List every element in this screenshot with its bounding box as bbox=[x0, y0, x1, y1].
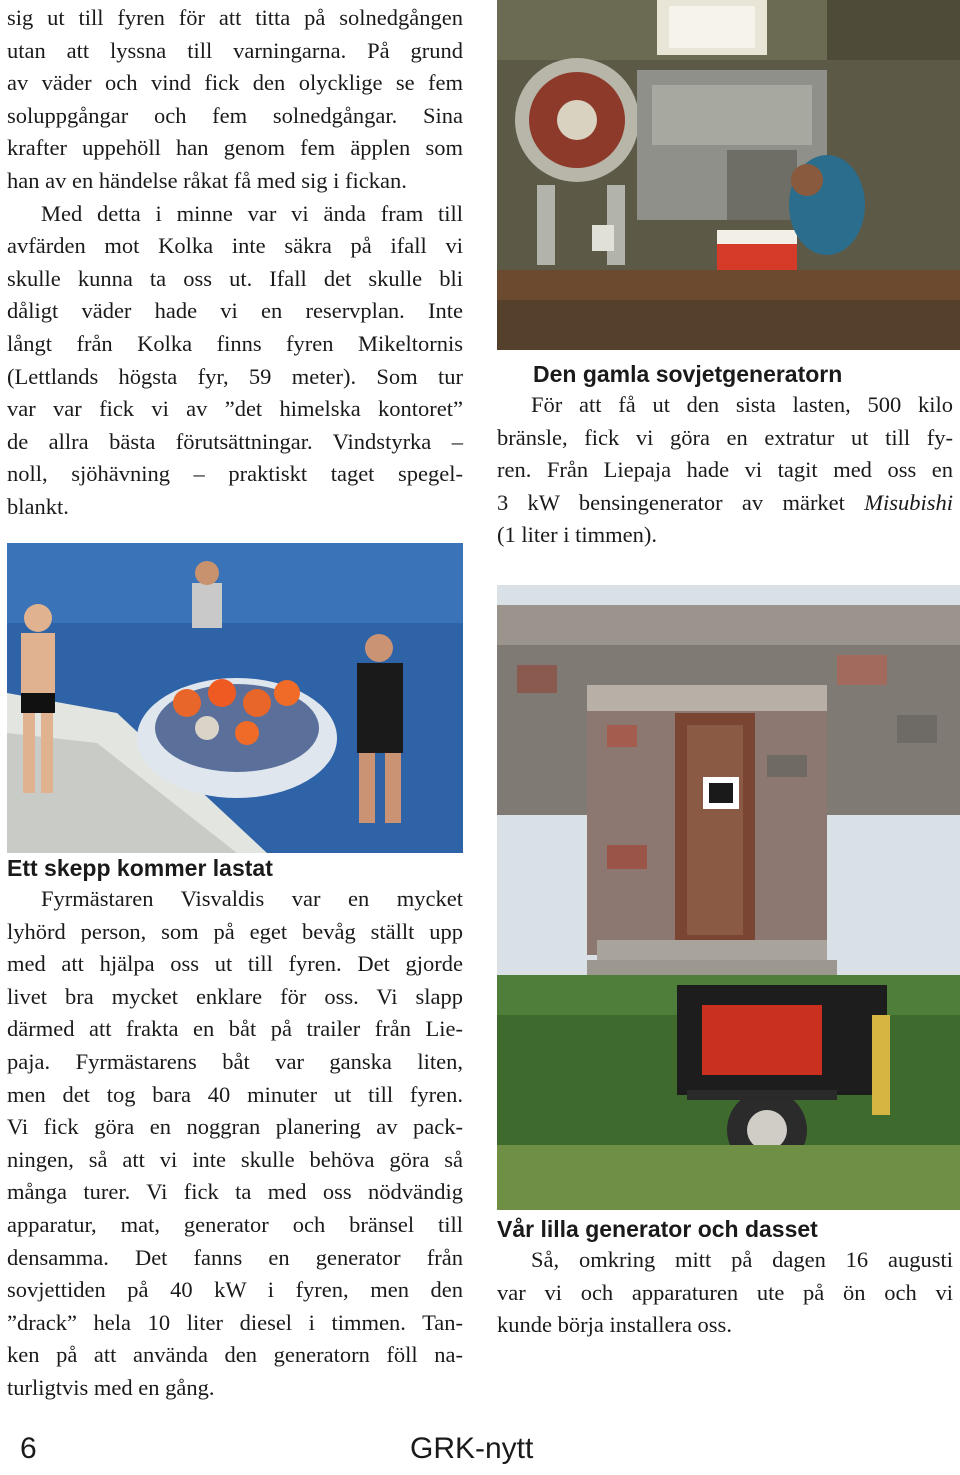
outhouse-generator-photo bbox=[497, 585, 960, 1210]
text-line: långt från Kolka finns fyren Mikeltornis bbox=[7, 330, 463, 356]
text-line: ningen, så att vi inte skulle behöva göra så bbox=[7, 1146, 463, 1172]
text-line: avfärden mot Kolka inte säkra på ifall vi bbox=[7, 233, 463, 259]
text-line: många turer. Vi fick ta med oss nödvändig bbox=[7, 1179, 463, 1205]
text-line: densamma. Det fanns en generator från bbox=[7, 1244, 463, 1270]
generator-caption-text bbox=[497, 389, 953, 552]
text-line: Vi fick göra en noggran planering av pack- bbox=[7, 1114, 463, 1140]
text-line: bränsle, fick vi göra en extratur ut till fy- bbox=[497, 424, 953, 450]
text-line: sovjettiden på 40 kW i fyren, men den bbox=[7, 1277, 463, 1303]
ship-section bbox=[7, 853, 463, 1405]
text-line: skulle kunna ta oss ut. Ifall det skulle bli bbox=[7, 265, 463, 291]
text-line: ren. Från Liepaja hade vi tagit med oss en bbox=[497, 457, 953, 483]
text-line: han av en händelse råkat få med sig i fickan. bbox=[7, 167, 407, 193]
ship-section-heading: Ett skepp kommer lastat bbox=[7, 855, 273, 881]
text-line bbox=[497, 487, 953, 520]
small-generator-caption-text bbox=[497, 1244, 953, 1342]
text-line: paja. Fyrmästarens båt var ganska liten, bbox=[7, 1048, 463, 1074]
small-generator-caption-heading: Vår lilla generator och dasset bbox=[497, 1216, 818, 1242]
text-line: blankt. bbox=[7, 493, 69, 519]
brand-name: Misubishi bbox=[864, 489, 953, 515]
text-line: soluppgångar och fem solnedgångar. Sina bbox=[7, 102, 463, 128]
page-number: 6 bbox=[20, 1432, 37, 1465]
text-line: av väder och vind fick den olycklige se fem bbox=[7, 70, 463, 96]
text-line: ”drack” hela 10 liter diesel i timmen. Tan- bbox=[7, 1309, 463, 1335]
text-line: turligtvis med en gång. bbox=[7, 1374, 215, 1400]
text-line: För att få ut den sista lasten, 500 kilo bbox=[531, 392, 953, 417]
text-line: de allra bästa förutsättningar. Vindstyrka – bbox=[7, 428, 463, 454]
text-line: krafter uppehöll han genom fem äpplen som bbox=[7, 135, 463, 161]
text-line-part: 3 kW bensingenerator av märket bbox=[497, 489, 865, 515]
text-line: var vi och apparaturen ute på ön och vi bbox=[497, 1279, 953, 1305]
text-line: noll, sjöhävning – praktiskt taget spegel- bbox=[7, 461, 463, 487]
soviet-generator-photo bbox=[497, 0, 960, 350]
text-line: (1 liter i timmen). bbox=[497, 522, 657, 548]
text-line: därmed att frakta en båt på trailer från Lie- bbox=[7, 1016, 463, 1042]
text-line: ken på att använda den generatorn föll na- bbox=[7, 1342, 463, 1368]
text-line: kunde börja installera oss. bbox=[497, 1312, 732, 1338]
publication-name: GRK-nytt bbox=[410, 1432, 534, 1465]
text-line: med att hjälpa oss ut till fyren. Det gjorde bbox=[7, 951, 463, 977]
top-text-column bbox=[7, 2, 463, 524]
text-line: lyhörd person, som på eget bevåg ställt upp bbox=[7, 918, 463, 944]
text-line: Med detta i minne var vi ända fram till bbox=[41, 200, 463, 226]
text-line: Fyrmästaren Visvaldis var en mycket bbox=[41, 886, 463, 911]
paragraph-reserve-plan bbox=[7, 198, 463, 524]
generator-caption bbox=[497, 359, 953, 552]
text-line: (Lettlands högsta fyr, 59 meter). Som tur bbox=[7, 363, 463, 389]
paragraph-sunset-story bbox=[7, 2, 463, 198]
text-line: utan att lyssna till varningarna. På grund bbox=[7, 37, 463, 63]
text-line: var var fick vi av ”det himelska kontoret” bbox=[7, 396, 463, 422]
text-line: livet bra mycket enklare för oss. Vi slapp bbox=[7, 983, 463, 1009]
generator-caption-heading: Den gamla sovjetgeneratorn bbox=[533, 361, 843, 387]
text-line: Så, omkring mitt på dagen 16 augusti bbox=[531, 1247, 953, 1272]
text-line: dåligt väder hade vi en reservplan. Inte bbox=[7, 298, 463, 324]
ship-section-text bbox=[7, 883, 463, 1405]
text-line: sig ut till fyren för att titta på solnedgången bbox=[7, 5, 463, 30]
text-line: apparatur, mat, generator och bränsel till bbox=[7, 1211, 463, 1237]
small-generator-caption bbox=[497, 1214, 953, 1342]
text-line: men det tog bara 40 minuter ut till fyren. bbox=[7, 1081, 463, 1107]
boat-photo bbox=[7, 543, 463, 853]
